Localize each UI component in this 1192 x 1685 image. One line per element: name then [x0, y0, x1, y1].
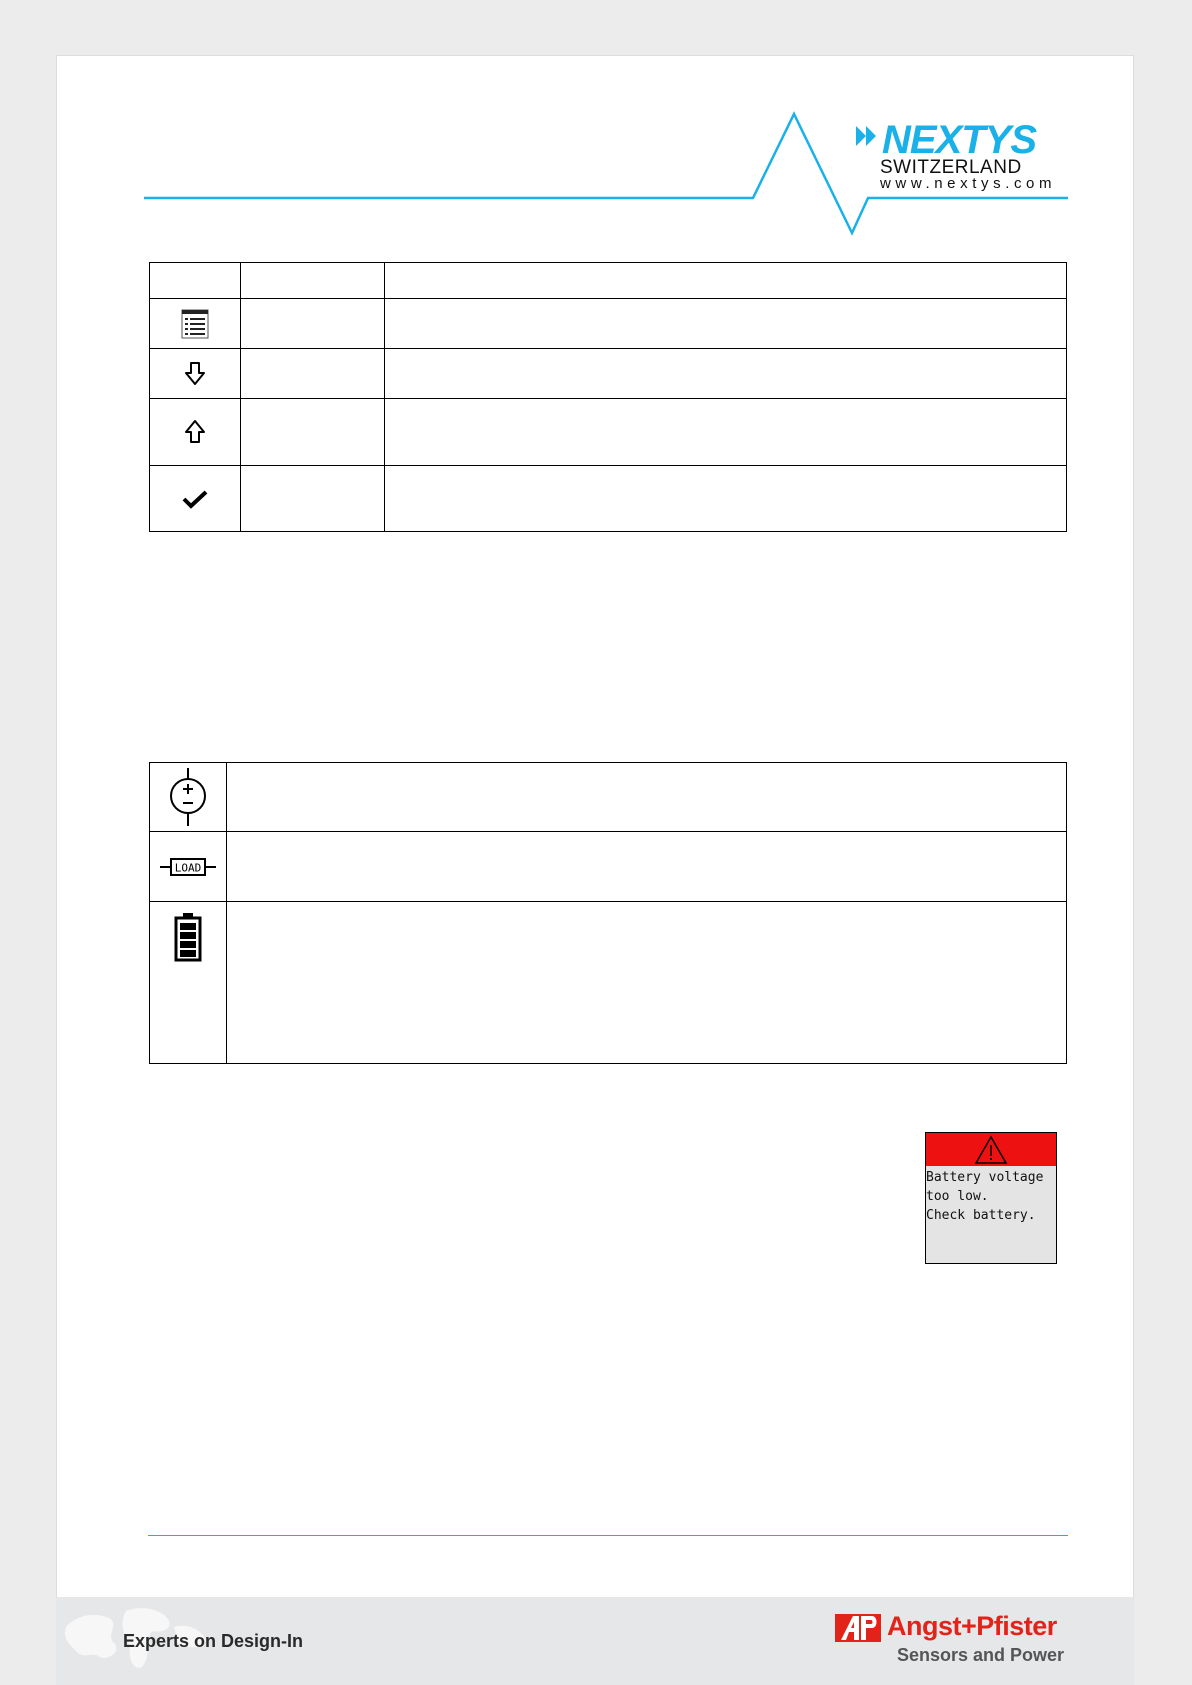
logo-wordmark: NEXTYS [882, 118, 1037, 162]
table-row [150, 466, 1067, 532]
dc-source-icon [168, 767, 208, 827]
logo-chevron-icon [856, 126, 882, 154]
warning-line: Check battery. [926, 1208, 1036, 1223]
warning-message [926, 1168, 1056, 1225]
logo-subtitle: SWITZERLAND [880, 157, 1022, 178]
logo-url: www.nextys.com [880, 175, 1057, 192]
battery-icon [174, 912, 202, 962]
description-cell [385, 399, 1067, 466]
ap-logo-mark [835, 1614, 881, 1642]
name-cell [241, 399, 385, 466]
header-cell [241, 263, 385, 299]
icon-cell [150, 832, 227, 902]
description-cell [227, 902, 1067, 1064]
description-cell [227, 832, 1067, 902]
table-row [150, 832, 1067, 902]
warning-triangle-icon [974, 1135, 1008, 1165]
nextys-logo [856, 120, 1056, 192]
angst-pfister-logo [835, 1611, 1075, 1674]
checkmark-icon [181, 488, 209, 510]
icon-cell [150, 349, 241, 399]
table-row [150, 399, 1067, 466]
footer-tagline: Experts on Design-In [123, 1631, 304, 1651]
table-row [150, 349, 1067, 399]
table-row [150, 902, 1067, 1064]
warning-bar [926, 1133, 1056, 1166]
brand-name: Angst+Pfister [887, 1611, 1057, 1641]
arrow-up-icon [183, 419, 207, 445]
header-cell [150, 263, 241, 299]
arrow-down-icon [183, 361, 207, 387]
description-cell [385, 466, 1067, 532]
ap-mark-icon [835, 1614, 881, 1642]
header-cell [385, 263, 1067, 299]
warning-line: too low. [926, 1189, 989, 1204]
symbols-table [149, 762, 1067, 1064]
icon-cell [150, 466, 241, 532]
warning-screen [925, 1132, 1057, 1264]
icon-cell [150, 763, 227, 832]
buttons-table [149, 262, 1067, 532]
table-row [150, 763, 1067, 832]
brand-subtitle: Sensors and Power [897, 1645, 1065, 1665]
warning-line: Battery voltage [926, 1170, 1044, 1185]
description-cell [385, 349, 1067, 399]
description-cell [385, 299, 1067, 349]
name-cell [241, 466, 385, 532]
icon-cell [150, 902, 227, 1064]
load-icon-label: LOAD [174, 861, 202, 874]
name-cell [241, 299, 385, 349]
icon-cell [150, 299, 241, 349]
name-cell [241, 349, 385, 399]
menu-list-icon [179, 308, 211, 340]
icon-cell [150, 399, 241, 466]
footer-rule [148, 1535, 1068, 1536]
description-cell [227, 763, 1067, 832]
table-header-row [150, 263, 1067, 299]
table-row [150, 299, 1067, 349]
load-icon [159, 855, 217, 879]
